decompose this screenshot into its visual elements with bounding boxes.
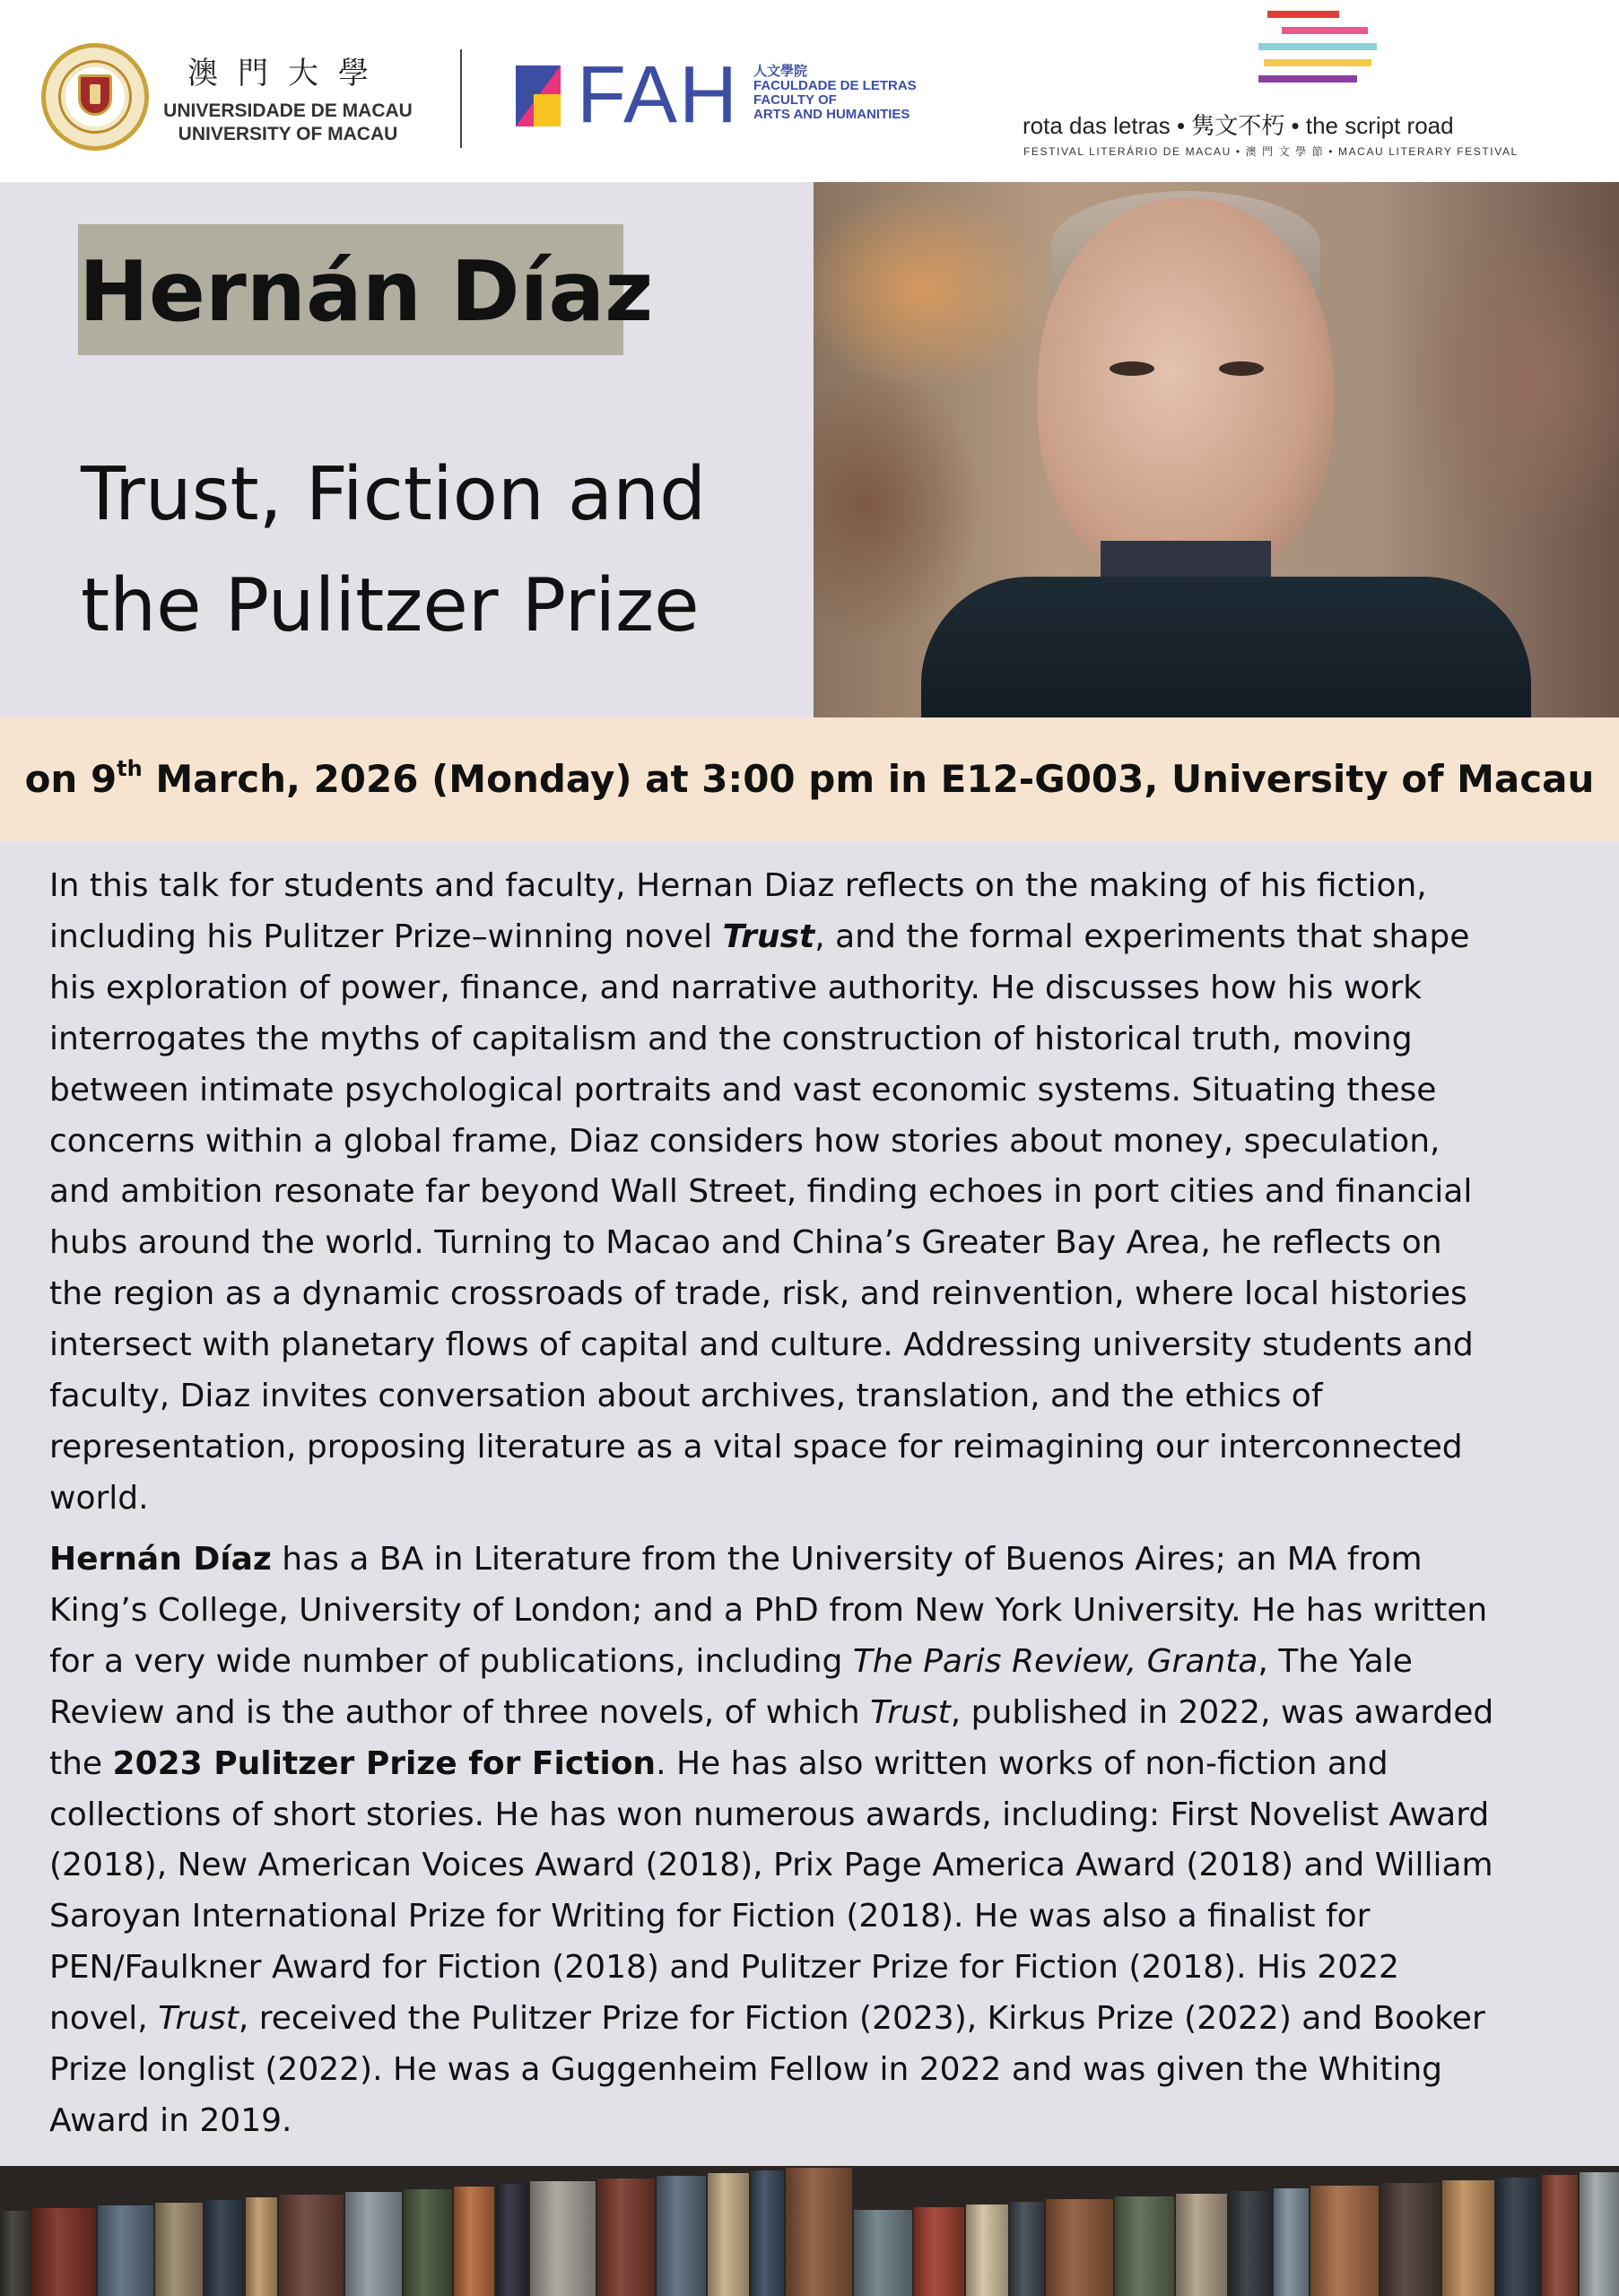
book-spine [1380,2183,1441,2296]
fah-sub-line: 人文學院 [753,64,808,79]
book-spine [32,2208,96,2296]
bio-line [49,1688,1592,1739]
abstract-line [49,1371,1592,1422]
abstract-line [49,1014,1592,1065]
book-spine [1496,2178,1540,2296]
bio-line [49,1994,1592,2045]
book-spine [404,2189,452,2296]
book-spine [345,2192,402,2296]
header-divider [460,49,462,148]
abstract-line [49,1320,1592,1371]
talk-abstract [49,861,1592,1525]
abstract-line [49,1422,1592,1474]
university-name-portuguese: UNIVERSIDADE DE MACAU [163,100,413,121]
seal-shield-icon [78,74,112,116]
abstract-text: concerns within a global frame, Diaz considers how stories about money, speculation, [49,1122,1441,1160]
bio-text: Award in 2019. [49,2101,292,2139]
fah-sub-line: ARTS AND HUMANITIES [753,107,910,122]
stripe [1282,27,1368,34]
abstract-line [49,963,1592,1014]
bio-line [49,1637,1592,1688]
book-spine [1010,2202,1044,2296]
bio-text: , published in 2022, was awarded [950,1693,1494,1731]
bio-line [49,1790,1592,1841]
abstract-line [49,1269,1592,1320]
photo-jacket [921,577,1531,718]
book-spine [966,2205,1008,2296]
bio-line [49,1535,1592,1586]
abstract-line [49,1218,1592,1269]
event-date-ordinal: th [117,756,143,781]
bio-text: (2018), New American Voices Award (2018), Prix Page America Award (2018) and William [49,1847,1493,1884]
book-spine [1542,2175,1578,2296]
talk-title-line: the Pulitzer Prize [81,563,700,648]
bio-text: , The Yale [1258,1642,1413,1680]
event-date-rest: March, 2026 (Monday) at 3:00 pm in E12-G003, University of Macau [142,757,1595,801]
fah-sub-line: FACULDADE DE LETRAS [753,78,917,93]
bio-italic-text: The Paris Review, Granta [852,1642,1258,1680]
book-spine [786,2168,852,2296]
festival-tagline: rota das letras • 隽文不朽 • the script road [1023,112,1454,139]
bio-line [49,1892,1592,1943]
bio-text: novel, [49,2000,159,2038]
bio-text: PEN/Faulkner Award for Fiction (2018) and Pulitzer Prize for Fiction (2018). His 2022 [49,1949,1399,1987]
speaker-name: Hernán Díaz [79,243,654,340]
book-spine [1580,2172,1619,2296]
abstract-text: hubs around the world. Turning to Macao and China’s Greater Bay Area, he reflects on [49,1224,1442,1262]
speaker-portrait-photo [814,182,1619,718]
book-spine [1310,2186,1379,2296]
fah-full-name [753,65,917,122]
fah-logo-yellow [534,94,561,126]
book-spine [1046,2199,1113,2296]
abstract-text: including his Pulitzer Prize–winning novel [49,918,723,955]
abstract-text: In this talk for students and faculty, Hernan Diaz reflects on the making of his fiction, [49,867,1427,904]
bio-text: the [49,1744,113,1782]
abstract-text: interrogates the myths of capitalism and the construction of historical truth, moving [49,1020,1413,1057]
university-name-english: UNIVERSITY OF MACAU [178,124,398,144]
bookshelf-footer-image [0,2166,1619,2296]
abstract-line [49,912,1592,963]
abstract-line [49,1167,1592,1218]
book-spine [0,2211,30,2296]
event-details [0,756,1619,803]
bio-line [49,1739,1592,1790]
event-date-prefix: on 9 [24,757,118,801]
abstract-text: and ambition resonate far beyond Wall Street, finding echoes in port cities and financial [49,1173,1473,1211]
stripe [1264,59,1371,66]
bio-text: Prize longlist (2022). He was a Guggenheim Fellow in 2022 and was given the Whiting [49,2051,1442,2089]
talk-title-line: Trust, Fiction and [81,452,707,537]
university-name-chinese: 澳門大學 [187,56,388,91]
abstract-text: the region as a dynamic crossroads of trade, risk, and reinvention, where local histories [49,1275,1467,1313]
book-spine [1115,2196,1174,2296]
university-seal-logo [41,43,149,151]
book-spine [155,2203,203,2296]
abstract-text: between intimate psychological portraits and vast economic systems. Situating these [49,1071,1437,1109]
book-spine [246,2197,277,2296]
photo-head [1038,198,1334,584]
abstract-text: faculty, Diaz invites conversation about archives, translation, and the ethics of [49,1378,1323,1415]
book-spine [1176,2194,1227,2296]
book-spine [751,2170,784,2296]
fah-sub-line: FACULTY OF [753,92,837,108]
bio-line [49,1586,1592,1637]
fah-logo-icon [516,65,561,126]
book-spine [98,2205,153,2296]
stripe [1258,43,1377,50]
book-spine [708,2173,749,2296]
abstract-line [49,1117,1592,1168]
bio-italic-text: Trust [870,1693,951,1731]
abstract-text: his exploration of power, finance, and narrative authority. He discusses how his work [49,969,1422,1006]
script-road-stripes-logo [1258,11,1379,91]
talk-title [81,439,798,662]
book-spine [657,2176,706,2296]
book-spine [597,2179,655,2296]
bio-line [49,2096,1592,2147]
fah-abbreviation: FAH [577,50,740,140]
photo-eye [1110,361,1154,376]
stripe [1258,75,1357,83]
abstract-line [49,1065,1592,1117]
festival-subline: FESTIVAL LITERÁRIO DE MACAU • 澳 門 文 學 節 • MACAU LITERARY FESTIVAL [1023,145,1519,158]
bio-text: . He has also written works of non-fiction and [656,1744,1388,1782]
bio-line [49,2045,1592,2096]
bio-line [49,1943,1592,1994]
bio-text: for a very wide number of publications, including [49,1642,853,1680]
abstract-text: intersect with planetary flows of capital and culture. Addressing university students and [49,1326,1474,1364]
abstract-text: , and the formal experiments that shape [814,918,1470,955]
book-spine [914,2207,964,2296]
book-spine [1229,2191,1272,2296]
bio-text: King’s College, University of London; and a PhD from New York University. He has written [49,1591,1488,1629]
book-spine [1274,2188,1309,2296]
book-spine [854,2210,912,2296]
bio-text: has a BA in Literature from the University of Buenos Aires; an MA from [271,1541,1423,1578]
book-spine [1442,2180,1494,2296]
book-spine [530,2181,596,2296]
photo-eye [1219,361,1264,376]
book-spine [279,2195,344,2296]
bio-bold-text: 2023 Pulitzer Prize for Fiction [112,1744,657,1782]
abstract-line [49,1474,1592,1525]
abstract-text: world. [49,1479,149,1517]
bio-text: collections of short stories. He has won numerous awards, including: First Novelist Award [49,1796,1490,1833]
bio-text: Review and is the author of three novels, of which [49,1693,871,1731]
stripe [1267,11,1339,18]
speaker-biography [49,1535,1592,2147]
abstract-line [49,861,1592,912]
book-spine [496,2184,528,2296]
header [0,0,1619,182]
bio-text: , received the Pulitzer Prize for Fiction (2023), Kirkus Prize (2022) and Booker [238,2000,1485,2038]
university-name-block [158,54,418,145]
abstract-text: representation, proposing literature as a vital space for reimagining our interconnected [49,1428,1463,1465]
abstract-bold-italic-text: Trust [722,918,815,955]
bio-text: Saroyan International Prize for Writing for Fiction (2018). He was also a finalist for [49,1898,1371,1935]
bio-line [49,1840,1592,1892]
bio-bold-text: Hernán Díaz [49,1541,272,1578]
book-spine [454,2187,494,2296]
book-spine [205,2200,244,2296]
bio-italic-text: Trust [158,2000,239,2038]
